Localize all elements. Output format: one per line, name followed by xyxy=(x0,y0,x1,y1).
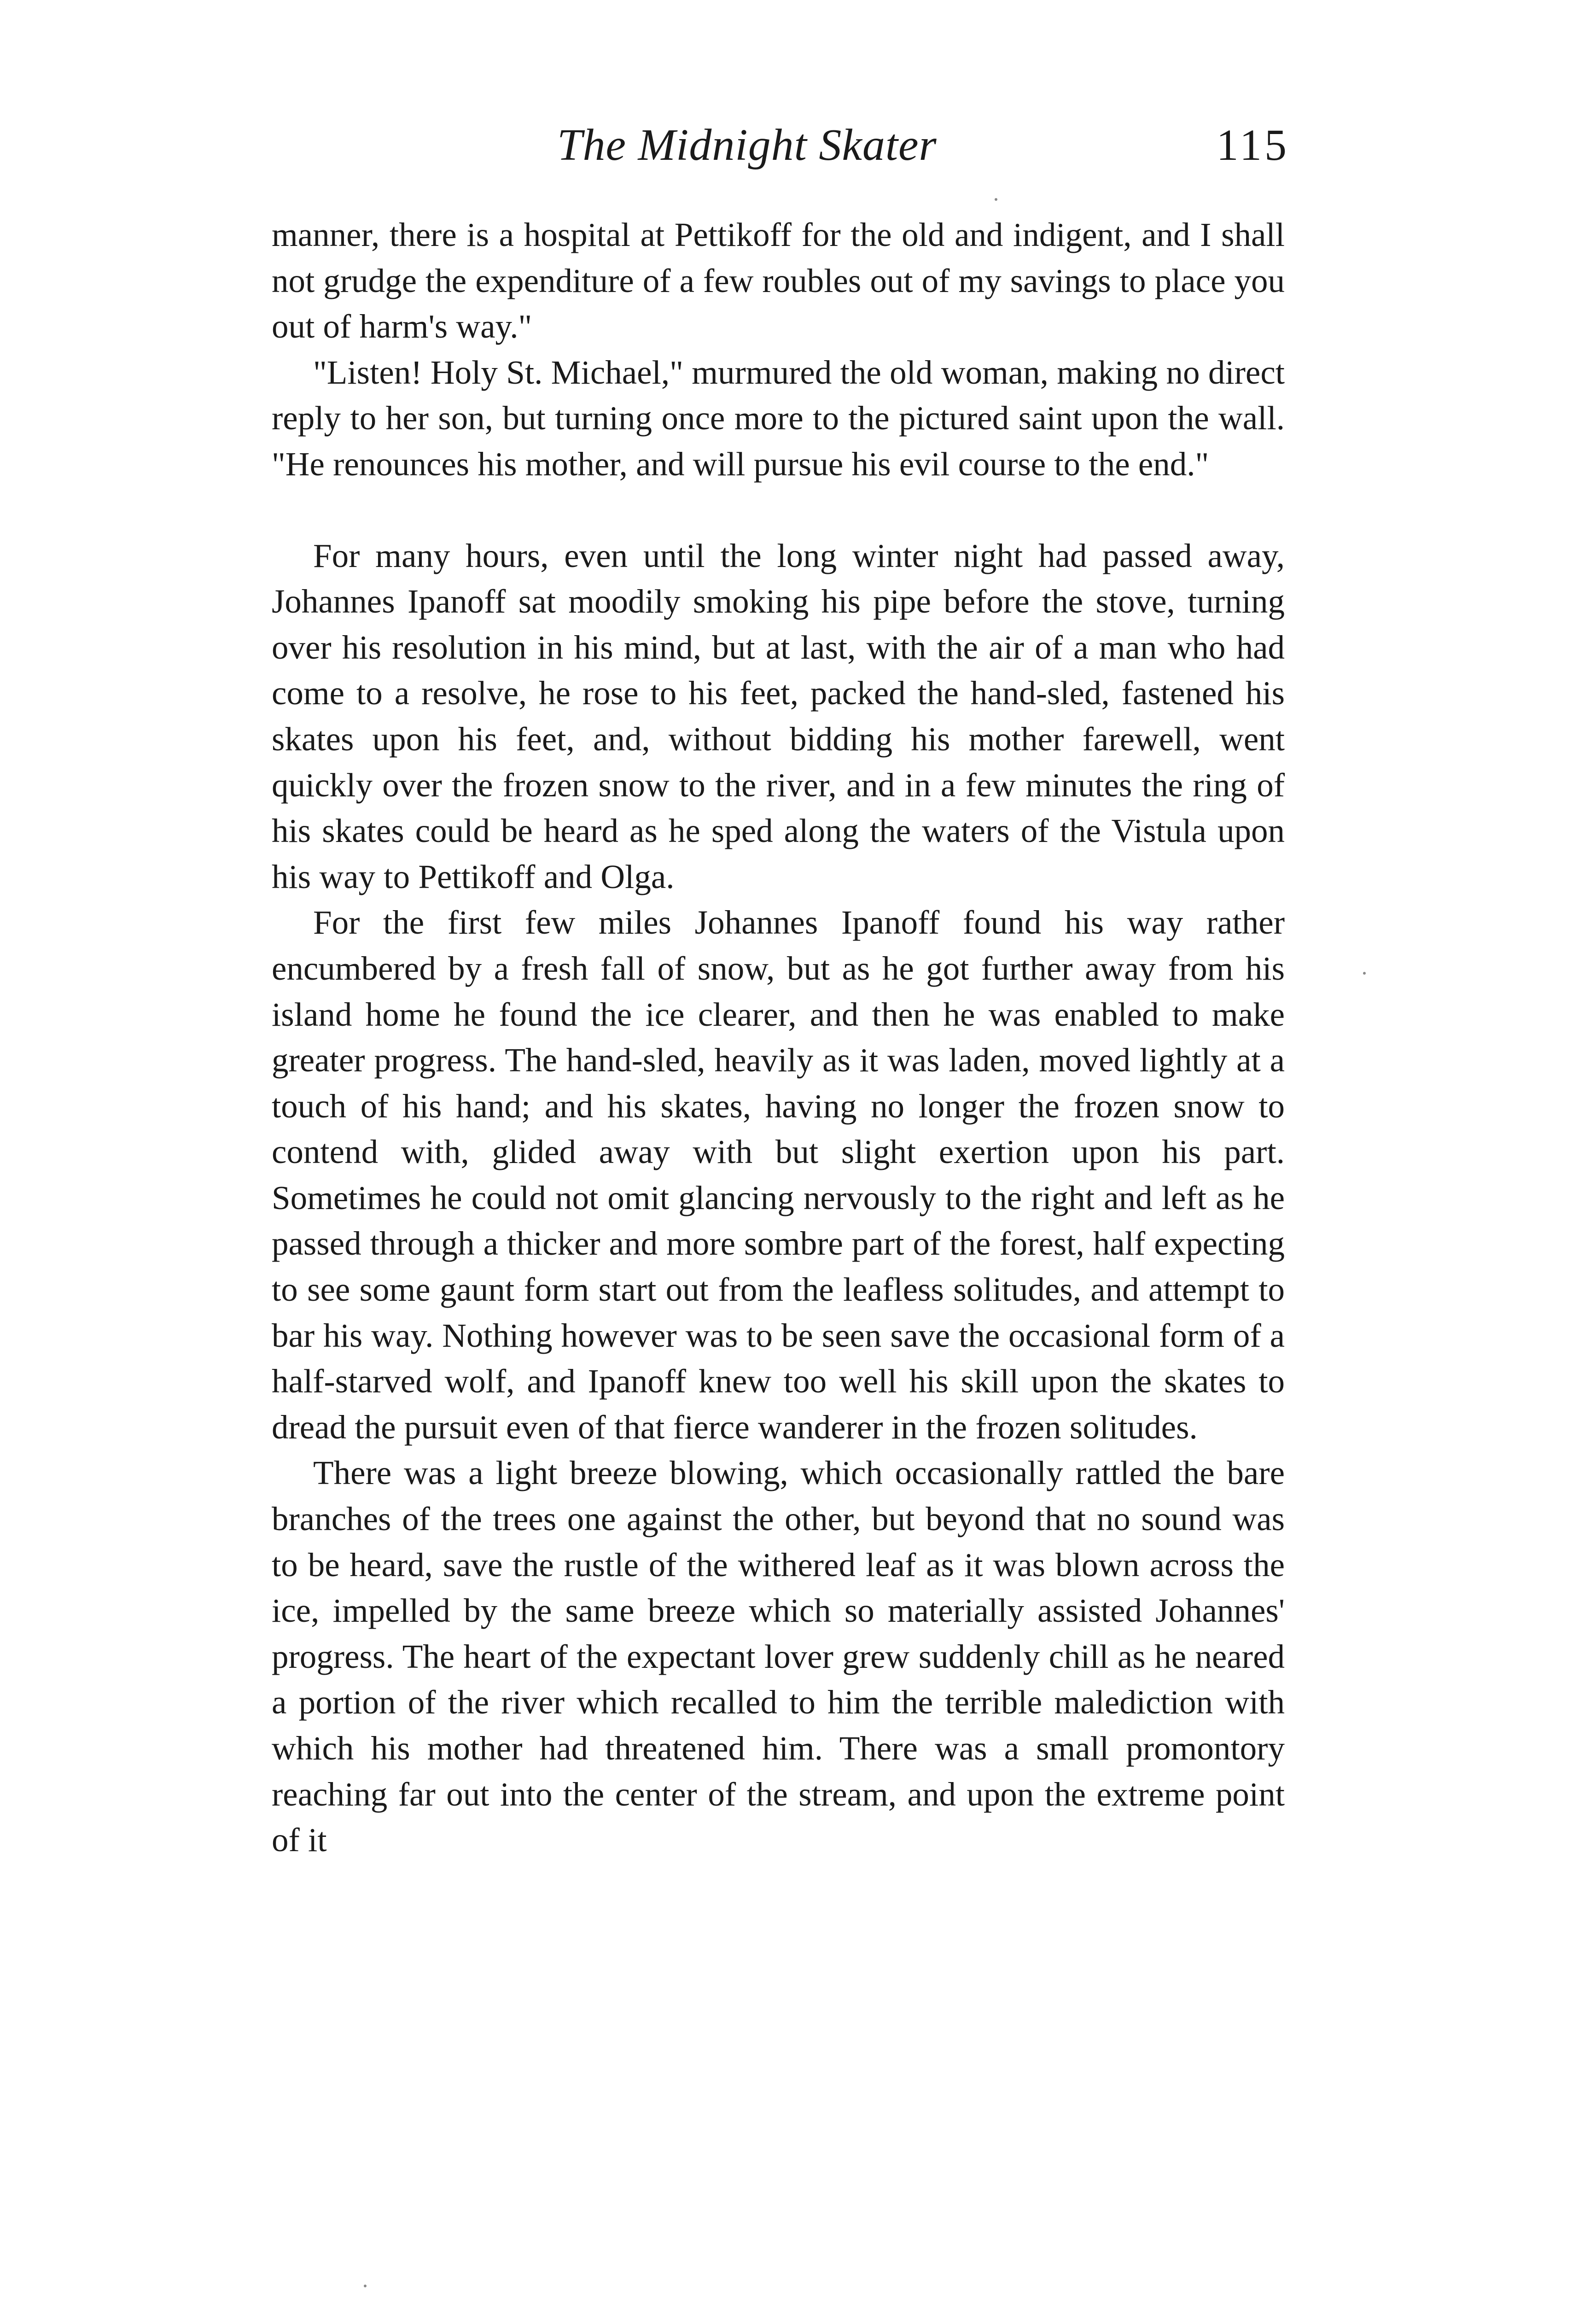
print-speck xyxy=(1363,972,1366,975)
paragraph-5: There was a light breeze blowing, which occasionally rattled the bare branches of the trees one against the other, but beyond that no sound was to be heard, save the rustle of the withered leaf as it was blown across the ice, impelled by the same breeze which so materially assisted Johannes' progress. The heart of the expectant lover grew suddenly chill as he neared a portion of the river which recalled to him the terrible malediction with which his mother had threatened him. There was a small promontory reaching far out into the center of the stream, and upon the extreme point of it xyxy=(272,1454,1285,1859)
print-speck xyxy=(995,198,997,201)
paragraph-2: "Listen! Holy St. Michael," murmured the old woman, making no direct reply to her son, but turning once more to the pictured saint upon the wall. "He renounces his mother, and will pursue his evil course to the end." xyxy=(272,353,1285,483)
running-head xyxy=(272,117,1289,173)
section-break xyxy=(272,487,1285,533)
print-speck xyxy=(364,2285,367,2287)
running-title: The Midnight Skater xyxy=(557,120,937,170)
page-number: 115 xyxy=(1216,120,1289,170)
paragraph-3: For many hours, even until the long winter night had passed away, Johannes Ipanoff sat moodily smoking his pipe before the stove, turning over his resolution in his mind, but at last, with the air of a man who had come to a resolve, he rose to his feet, packed the hand-sled, fastened his skates upon his feet, and, without bidding his mother farewell, went quickly over the frozen snow to the river, and in a few minutes the ring of his skates could be heard as he sped along the waters of the Vistula upon his way to Pettikoff and Olga. xyxy=(272,537,1285,895)
paragraph-4: For the first few miles Johannes Ipanoff found his way rather encumbered by a fresh fall of snow, but as he got further away from his island home he found the ice clearer, and then he was enabled to make greater progress. The hand-sled, heavily as it was laden, moved lightly at a touch of his hand; and his skates, having no longer the frozen snow to contend with, glided away with but slight exertion upon his part. Sometimes he could not omit glancing nervously to the right and left as he passed through a thicker and more sombre part of the forest, half expecting to see some gaunt form start out from the leafless solitudes, and attempt to bar his way. Nothing however was to be seen save the occasional form of a half-starved wolf, and Ipanoff knew too well his skill upon the skates to dread the pursuit even of that fierce wanderer in the frozen solitudes. xyxy=(272,904,1285,1446)
body-text xyxy=(272,212,1285,1863)
paragraph-1: manner, there is a hospital at Pettikoff for the old and indigent, and I shall not grudge the expenditure of a few roubles out of my savings to place you out of harm's way." xyxy=(272,216,1285,345)
